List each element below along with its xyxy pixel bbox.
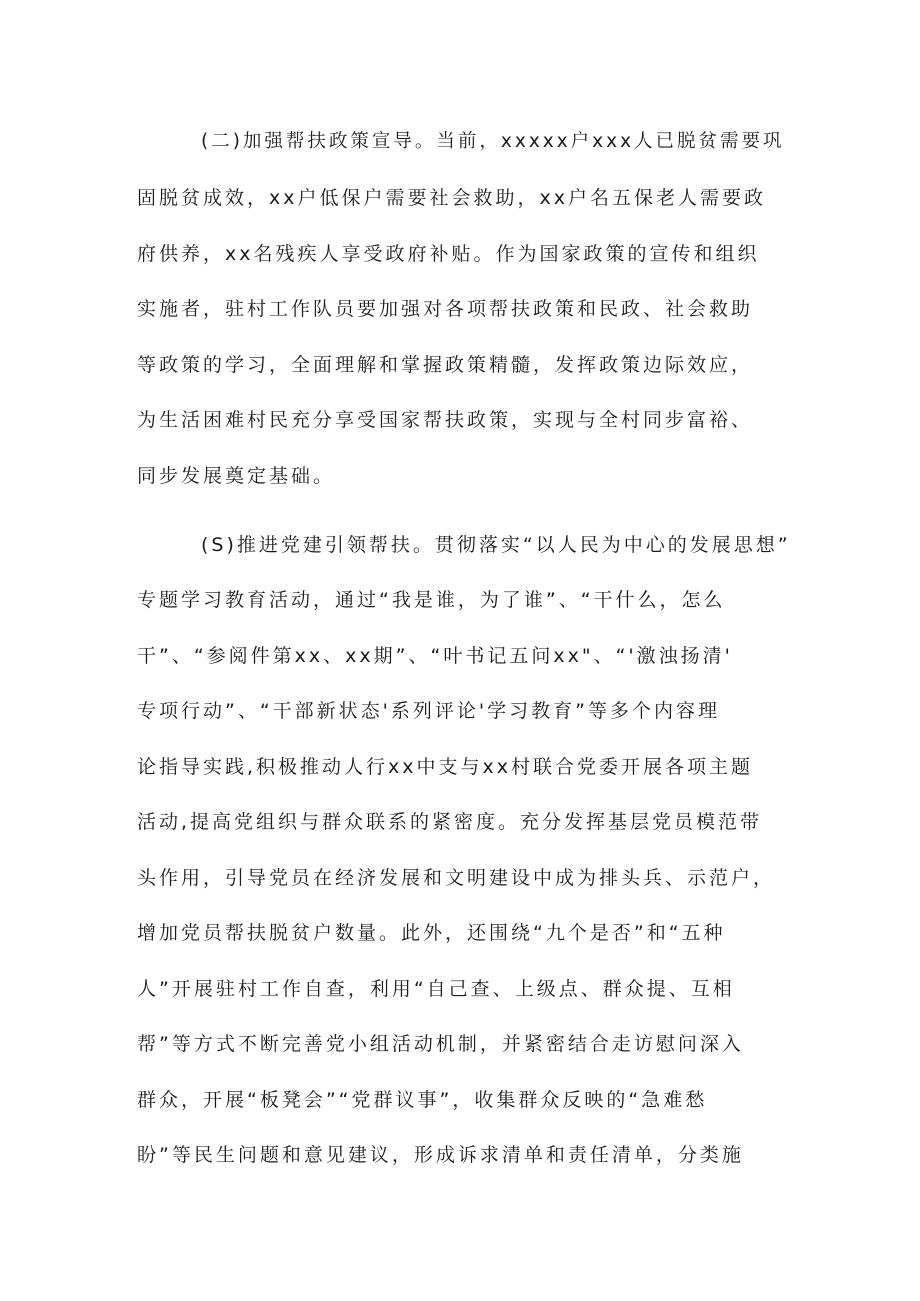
paragraph-1-line-7: 同步发展奠定基础。 [137, 465, 336, 487]
paragraph-1-line-1: (二)加强帮扶政策宣导。当前，xxxxx户xxx人已脱贫需要巩 [201, 131, 785, 152]
paragraph-2-line-6: 活动,提高党组织与群众联系的紧密度。充分发挥基层党员模范带 [137, 811, 763, 833]
paragraph-2-line-8: 增加党员帮扶脱贫户数量。此外，还围绕“九个是否”和“五种 [137, 922, 726, 944]
paragraph-2-line-1: (S)推进党建引领帮扶。贯彻落实“以人民为中心的发展思想” [201, 534, 791, 556]
paragraph-2-line-7: 头作用，引导党员在经济发展和文明建设中成为排头兵、示范户， [137, 867, 776, 889]
paragraph-1-line-3: 府供养，xx名残疾人享受政府补贴。作为国家政策的宣传和组织 [137, 243, 760, 265]
paragraph-1-line-6: 为生活困难村民充分享受国家帮扶政策，实现与全村同步富裕、 [137, 409, 754, 431]
paragraph-2-line-3: 干”、“参阅件第xx、xx期”、“叶书记五问xx"、“'激浊扬清' [137, 645, 733, 667]
paragraph-1-line-5: 等政策的学习，全面理解和掌握政策精髓，发挥政策边际效应， [137, 354, 754, 376]
paragraph-2-line-12: 盼”等民生问题和意见建议，形成诉求清单和责任清单，分类施 [137, 1144, 744, 1166]
paragraph-2-line-11: 群众，开展“板凳会”“党群议事”，收集群众反映的“急难愁 [137, 1089, 708, 1111]
paragraph-2-line-5: 论指导实践,积极推动人行xx中支与xx村联合党委开展各项主题 [137, 756, 754, 778]
paragraph-1-line-4: 实施者，驻村工作队员要加强对各项帮扶政策和民政、社会救助 [137, 298, 754, 320]
paragraph-2-line-2: 专题学习教育活动，通过“我是谁，为了谁”、“干什么，怎么 [137, 589, 726, 611]
paragraph-2-line-9: 人”开展驻村工作自查，利用“自己查、上级点、群众提、互相 [137, 978, 735, 1000]
paragraph-2-line-10: 帮”等方式不断完善党小组活动机制，并紧密结合走访慰问深入 [137, 1033, 744, 1055]
paragraph-1-line-2: 固脱贫成效，xx户低保户需要社会救助，xx户名五保老人需要政 [137, 187, 766, 209]
paragraph-2-line-4: 专项行动”、“干部新状态'系列评论'学习教育”等多个内容理 [137, 700, 720, 722]
